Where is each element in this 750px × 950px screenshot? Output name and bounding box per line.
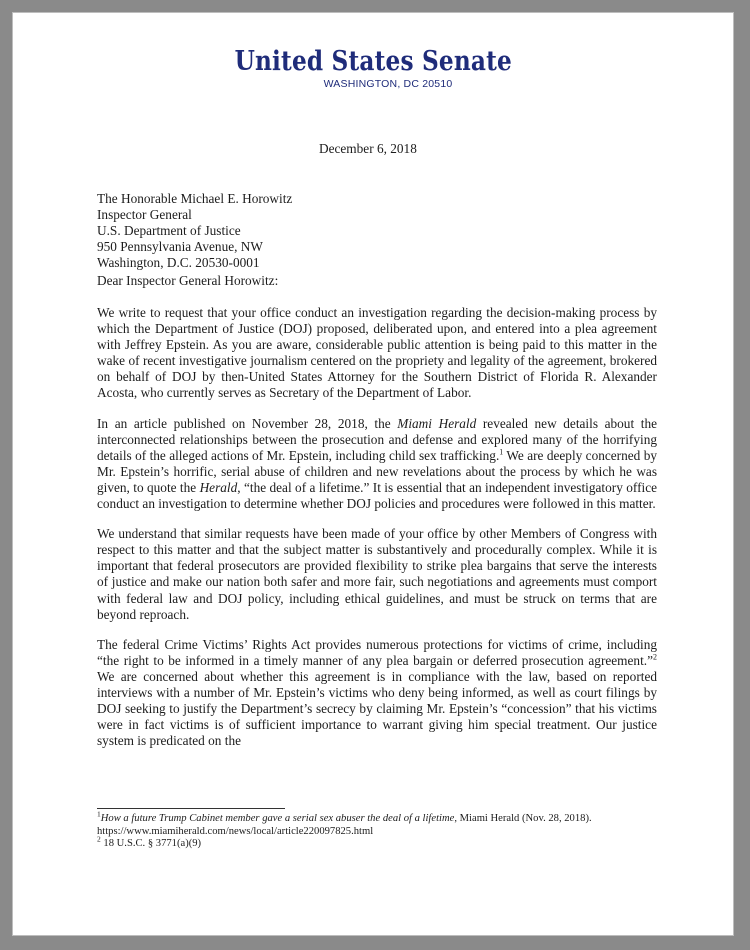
paragraph-3: We understand that similar requests have been made of your office by other Members of Congress with respect to this matter and that the subject matter is substantively and procedurally complex. While it is important that federal prosecutors are provided flexibility to strike plea bargains that serve the interests of justice and make our nation both safer and more fair, such negotiations and agreements must comport with federal law and DOJ policy, including ethical guidelines, and must be struck on terms that are beyond reproach. <box>97 526 657 622</box>
letter-date: December 6, 2018 <box>319 141 417 156</box>
footnote-article-title: How a future Trump Cabinet member gave a serial sex abuser the deal of a lifetime <box>100 813 455 824</box>
footnote-2 <box>97 834 657 851</box>
footnote-divider <box>97 808 285 809</box>
recipient-line: The Honorable Michael E. Horowitz <box>97 191 293 206</box>
paragraph-1: We write to request that your office conduct an investigation regarding the decision-making process by which the Department of Justice (DOJ) proposed, deliberated upon, and entered into a plea agreement with Jeffrey Epstein. As you are aware, considerable public attention is being paid to this matter in the wake of recent investigative journalism centered on the propriety and legality of the agreement, brokered on behalf of DOJ by then-United States Attorney for the Southern District of Florida R. Alexander Acosta, who currently serves as Secretary of the Department of Labor. <box>97 305 657 401</box>
letterhead-title: United States Senate <box>234 46 512 77</box>
paragraph-2-text: revealed new details about the interconnected relationships between the prosecution and defense and explored many of the horrifying details of the alleged actions of Mr. Epstein, including child sex trafficking. <box>97 415 657 463</box>
footnote-ref-1: 1 <box>499 447 504 457</box>
publication-name: Miami Herald <box>397 415 477 431</box>
salutation: Dear Inspector General Horowitz: <box>97 273 279 288</box>
footnotes <box>97 809 657 851</box>
footnote-ref-2: 2 <box>653 652 657 662</box>
paragraph-2-text: We are deeply concerned by Mr. Epstein’s horrific, serial abuse of children and new revelations about the process by which he was given, to quote the <box>97 447 657 495</box>
letter-body <box>97 305 657 763</box>
paragraph-4-text: We are concerned about whether this agreement is in compliance with the law, based on reported interviews with a number of Mr. Epstein’s victims who deny being informed, as well as court filings by DOJ seeking to justify the Department’s secrecy by claiming Mr. Epstein’s “concession” that his victims were in fact victims is of sufficient importance to warrant giving him special treatment. Our justice system is predicated on the <box>97 668 657 749</box>
letterhead-subtitle: WASHINGTON, DC 20510 <box>323 78 453 90</box>
paragraph-2-text: , “the deal of a lifetime.” It is essential that an independent investigatory office conduct an investigation to determine whether DOJ policies and procedures were followed in this matter. <box>97 479 657 512</box>
letter-page <box>12 12 734 936</box>
recipient-line: Washington, D.C. 20530-0001 <box>97 255 260 271</box>
paragraph-4 <box>97 637 657 750</box>
footnote-citation: 18 U.S.C. § 3771(a)(9) <box>100 838 202 849</box>
footnote-1 <box>97 809 657 838</box>
recipient-line: 950 Pennsylvania Avenue, NW <box>97 239 263 255</box>
footnote-mark: 1 <box>97 809 101 819</box>
footnote-mark: 2 <box>97 834 101 844</box>
recipient-line: Inspector General <box>97 207 192 223</box>
footnote-citation: , Miami Herald (Nov. 28, 2018). https://www.miamiherald.com/news/local/article220097825.html <box>97 813 592 837</box>
paragraph-2-text: In an article published on November 28, 2018, the <box>97 415 398 431</box>
paragraph-4-text: The federal Crime Victims’ Rights Act provides numerous protections for victims of crime, including “the right to be informed in a timely manner of any plea bargain or deferred prosecution agreement.” <box>97 636 657 668</box>
publication-name: Herald <box>199 479 238 495</box>
paragraph-2 <box>97 416 657 513</box>
letterhead <box>13 47 733 92</box>
recipient-line: U.S. Department of Justice <box>97 223 241 239</box>
recipient-address <box>97 191 292 271</box>
